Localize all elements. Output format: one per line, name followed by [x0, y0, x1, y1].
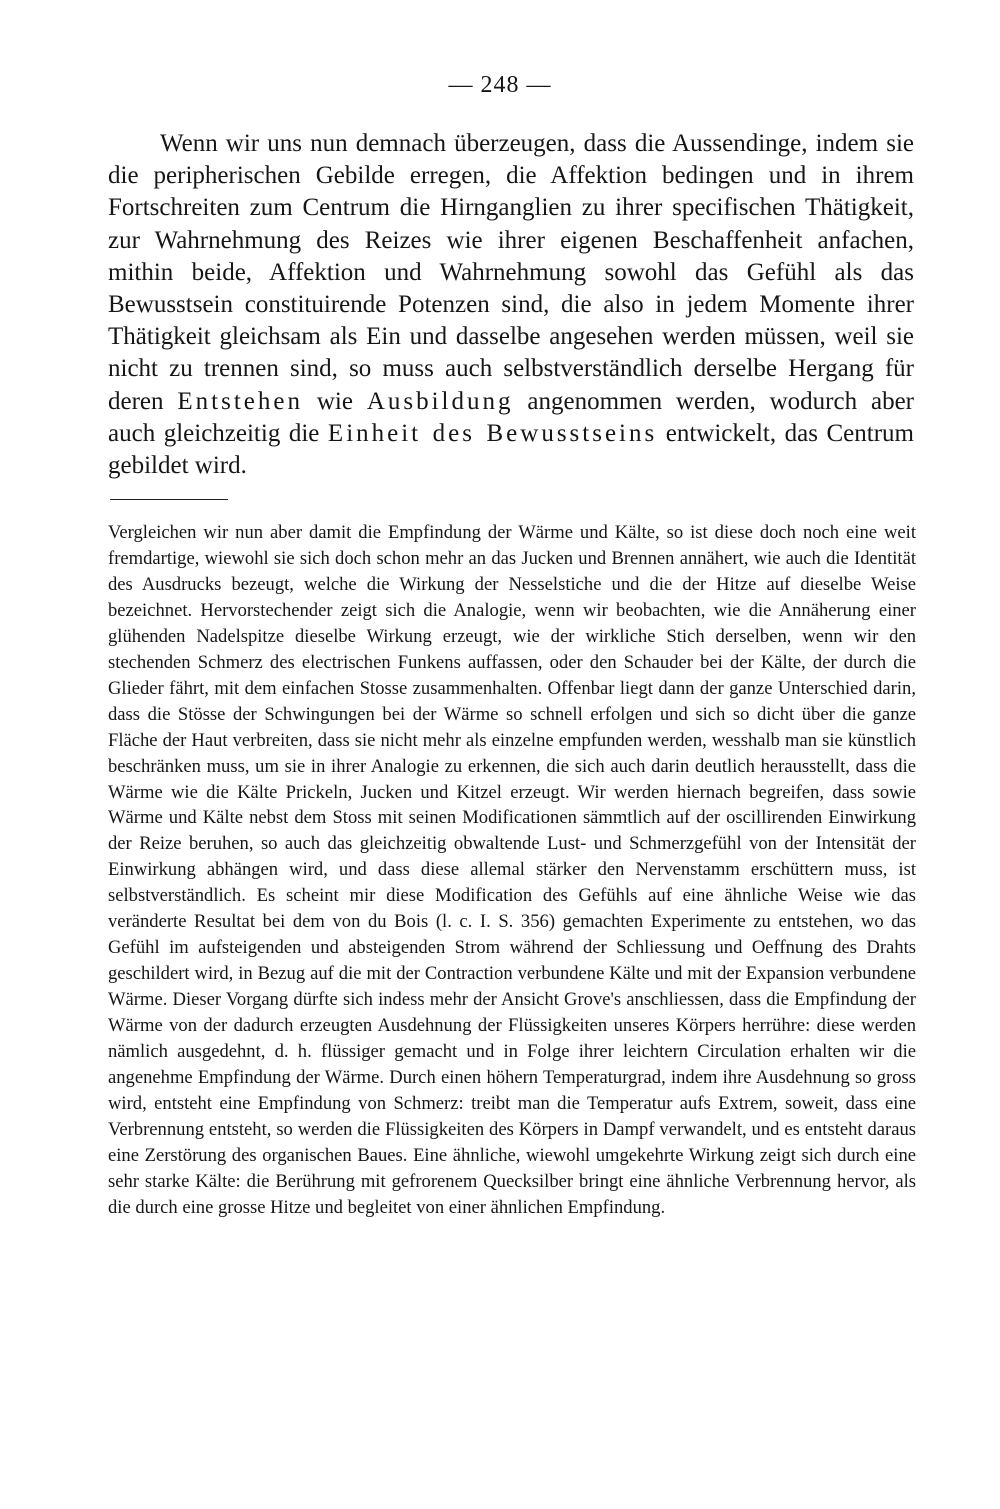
main-paragraph [108, 128, 914, 482]
main-text-part-1: Wenn wir uns nun demnach überzeugen, dass die Aussendinge, indem sie die peripherischen Gebilde erregen, die Affektion bedingen und in ihrem Fortschreiten zum Centrum die Hirnganglien zu ihrer specifischen Thätigkeit, zur Wahrnehmung des Reizes wie ihrer eigenen Beschaffenheit anfachen, mithin beide, Affektion und Wahrnehmung sowohl das Gefühl als das Bewusstsein constituirende Potenzen sind, die also in jedem Momente ihrer Thätigkeit gleichsam als Ein und dasselbe angesehen werden müssen, weil sie nicht zu trennen sind, so muss auch selbstverständlich derselbe Hergang für deren [108, 130, 914, 415]
page-number: — 248 — [448, 72, 552, 98]
footnote-divider [110, 499, 228, 500]
emphasis-einheit-des-bewusstseins: Einheit des Bewusstseins [327, 419, 658, 447]
emphasis-ausbildung: Ausbildung [366, 387, 514, 415]
footnote-paragraph: Vergleichen wir nun aber damit die Empfindung der Wärme und Kälte, so ist diese doch noch eine weit fremdartige, wiewohl sie sich doch schon mehr an das Jucken und Brennen annähert, wie auch die Identität des Ausdrucks bezeugt, welche die Wirkung der Nesselstiche und die der Hitze auf dieselbe Weise bezeichnet. Hervorstechender zeigt sich die Analogie, wenn wir beobachten, wie die Annäherung einer glühenden Nadelspitze dieselbe Wirkung erzeugt, wie der wirkliche Stich derselben, wenn wir den stechenden Schmerz des electrischen Funkens auffassen, oder den Schauder bei der Kälte, der durch die Glieder fährt, mit dem einfachen Stosse zusammenhalten. Offenbar liegt dann der ganze Unterschied darin, dass die Stösse der Schwingungen bei der Wärme so schnell erfolgen und sich so dicht über die ganze Fläche der Haut verbreiten, dass sie nicht mehr als einzelne empfunden werden, wesshalb man sie künstlich beschränken muss, um sie in ihrer Analogie zu erkennen, die sich auch darin deutlich herausstellt, dass die Wärme wie die Kälte Prickeln, Jucken und Kitzel erzeugt. Wir werden hiernach begreifen, dass sowie Wärme und Kälte nebst dem Stoss mit seinen Modificationen sämmtlich auf der oscillirenden Einwirkung der Reize beruhen, so auch das gleichzeitig obwaltende Lust- und Schmerzgefühl von der Intensität der Einwirkung abhängen wird, und dass diese allemal stärker den Nervenstamm erschüttern muss, ist selbstverständlich. Es scheint mir diese Modification des Gefühls auf eine ähnliche Weise wie das veränderte Resultat bei dem von du Bois (l. c. I. S. 356) gemachten Experimente zu entstehen, wo das Gefühl im aufsteigenden und absteigenden Strom während der Schliessung und Oeffnung des Drahts geschildert wird, in Bezug auf die mit der Contraction verbundene Kälte und mit der Expansion verbundene Wärme. Dieser Vorgang dürfte sich indess mehr der Ansicht Grove's anschliessen, dass die Empfindung der Wärme von der dadurch erzeugten Ausdehnung der Flüssigkeiten unseres Körpers herrühre: diese werden nämlich ausgedehnt, d. h. flüssiger gemacht und in Folge ihrer leichtern Circulation erhalten wir die angenehme Empfindung der Wärme. Durch einen höhern Temperaturgrad, indem ihre Ausdehnung so gross wird, entsteht eine Empfindung von Schmerz: treibt man die Temperatur aufs Extrem, soweit, dass eine Verbrennung entsteht, so werden die Flüssigkeiten des Körpers in Dampf verwandelt, und es entsteht daraus eine Zerstörung des organischen Baues. Eine ähnliche, wiewohl umgekehrte Wirkung zeigt sich durch eine sehr starke Kälte: die Berührung mit gefrorenem Quecksilber bringt eine ähnliche Verbrennung hervor, als die durch eine grosse Hitze und begleitet von einer ähnlichen Empfindung. [108, 522, 916, 1218]
main-text-part-2: wie [302, 387, 367, 415]
emphasis-entstehen: Entstehen [177, 387, 303, 415]
main-text-part-3: angenommen werden, wodurch aber auch gleichzeitig die [108, 387, 914, 447]
main-text-part-4: entwickelt, das Centrum gebildet wird. [108, 419, 914, 480]
